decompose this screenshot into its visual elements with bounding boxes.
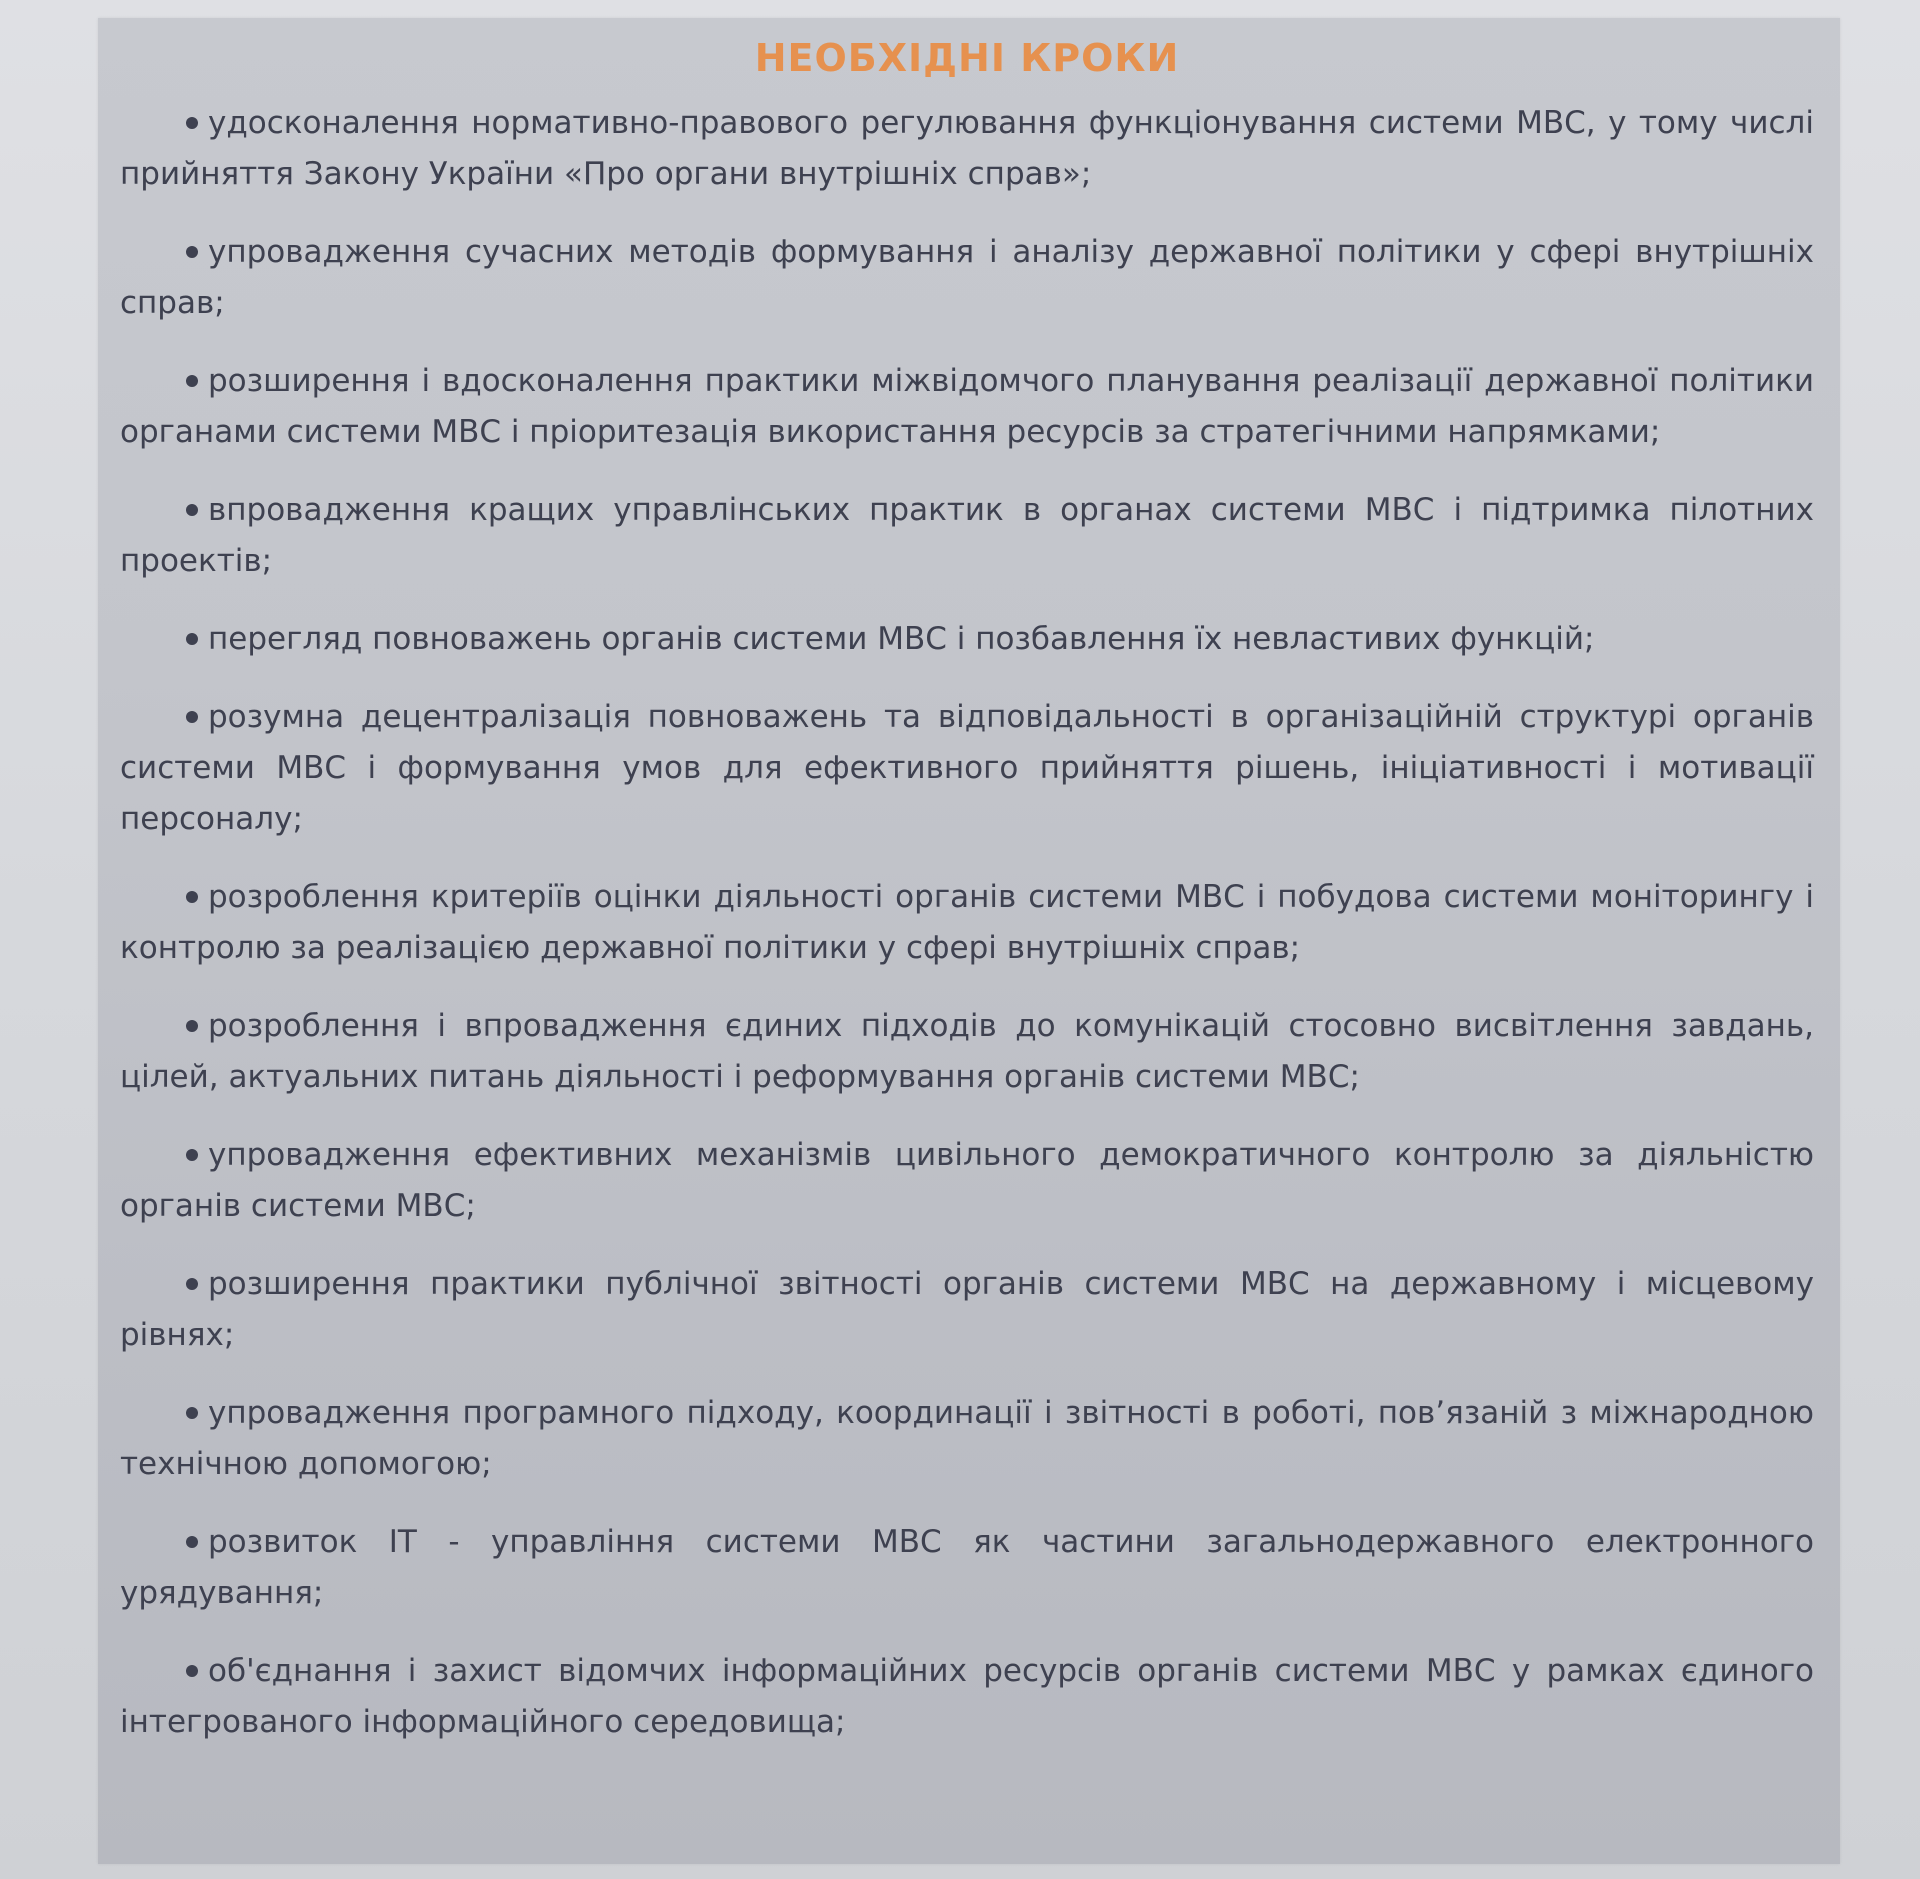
- step-text: удосконалення нормативно-правового регулювання функціонування системи МВС, у тому числі прийняття Закону України «Про органи внутрішніх справ»;: [120, 105, 1814, 192]
- bullet-icon: [186, 504, 198, 516]
- bullet-icon: [186, 891, 198, 903]
- step-item: [120, 872, 1814, 974]
- step-item: [120, 227, 1814, 329]
- step-item: [120, 1388, 1814, 1490]
- bullet-icon: [186, 1407, 198, 1419]
- bullet-icon: [186, 1278, 198, 1290]
- step-text: упровадження ефективних механізмів цивільного демократичного контролю за діяльністю органів системи МВС;: [120, 1137, 1814, 1224]
- bullet-icon: [186, 375, 198, 387]
- step-text: розроблення і впровадження єдиних підходів до комунікацій стосовно висвітлення завдань, цілей, актуальних питань діяльності і реформування органів системи МВС;: [120, 1008, 1814, 1095]
- step-text: упровадження програмного підходу, координації і звітності в роботі, пов’язаній з міжнародною технічною допомогою;: [120, 1395, 1814, 1482]
- step-item: [120, 356, 1814, 458]
- step-item: [120, 1259, 1814, 1361]
- step-text: об'єднання і захист відомчих інформаційних ресурсів органів системи МВС у рамках єдиного інтегрованого інформаційного середовища;: [120, 1653, 1814, 1740]
- bullet-icon: [186, 1665, 198, 1677]
- step-text: розширення практики публічної звітності органів системи МВС на державному і місцевому рівнях;: [120, 1266, 1814, 1353]
- step-item: [120, 692, 1814, 845]
- step-text: розроблення критеріїв оцінки діяльності органів системи МВС і побудова системи моніторингу і контролю за реалізацією державної політики у сфері внутрішніх справ;: [120, 879, 1814, 966]
- step-item: [120, 614, 1814, 665]
- step-text: впровадження кращих управлінських практик в органах системи МВС і підтримка пілотних проектів;: [120, 492, 1814, 579]
- step-text: розвиток ІТ - управління системи МВС як частини загальнодержавного електронного урядування;: [120, 1524, 1814, 1611]
- bullet-icon: [186, 711, 198, 723]
- step-item: [120, 1130, 1814, 1232]
- bullet-icon: [186, 117, 198, 129]
- bullet-icon: [186, 246, 198, 258]
- steps-panel: [98, 18, 1840, 1864]
- step-item: [120, 1517, 1814, 1619]
- step-item: [120, 1646, 1814, 1748]
- step-text: розумна децентралізація повноважень та відповідальності в організаційній структурі органів системи МВС і формування умов для ефективного прийняття рішень, ініціативності і мотивації персоналу;: [120, 699, 1814, 837]
- panel-title: НЕОБХІДНІ КРОКИ: [754, 36, 1180, 80]
- step-text: упровадження сучасних методів формування і аналізу державної політики у сфері внутрішніх справ;: [120, 234, 1814, 321]
- step-text: розширення і вдосконалення практики міжвідомчого планування реалізації державної політики органами системи МВС і пріоритезація використання ресурсів за стратегічними напрямками;: [120, 363, 1814, 450]
- step-item: [120, 485, 1814, 587]
- bullet-icon: [186, 1149, 198, 1161]
- step-item: [120, 98, 1814, 200]
- steps-list: [120, 98, 1814, 1748]
- bullet-icon: [186, 633, 198, 645]
- step-item: [120, 1001, 1814, 1103]
- bullet-icon: [186, 1536, 198, 1548]
- bullet-icon: [186, 1020, 198, 1032]
- step-text: перегляд повноважень органів системи МВС і позбавлення їх невластивих функцій;: [208, 621, 1595, 657]
